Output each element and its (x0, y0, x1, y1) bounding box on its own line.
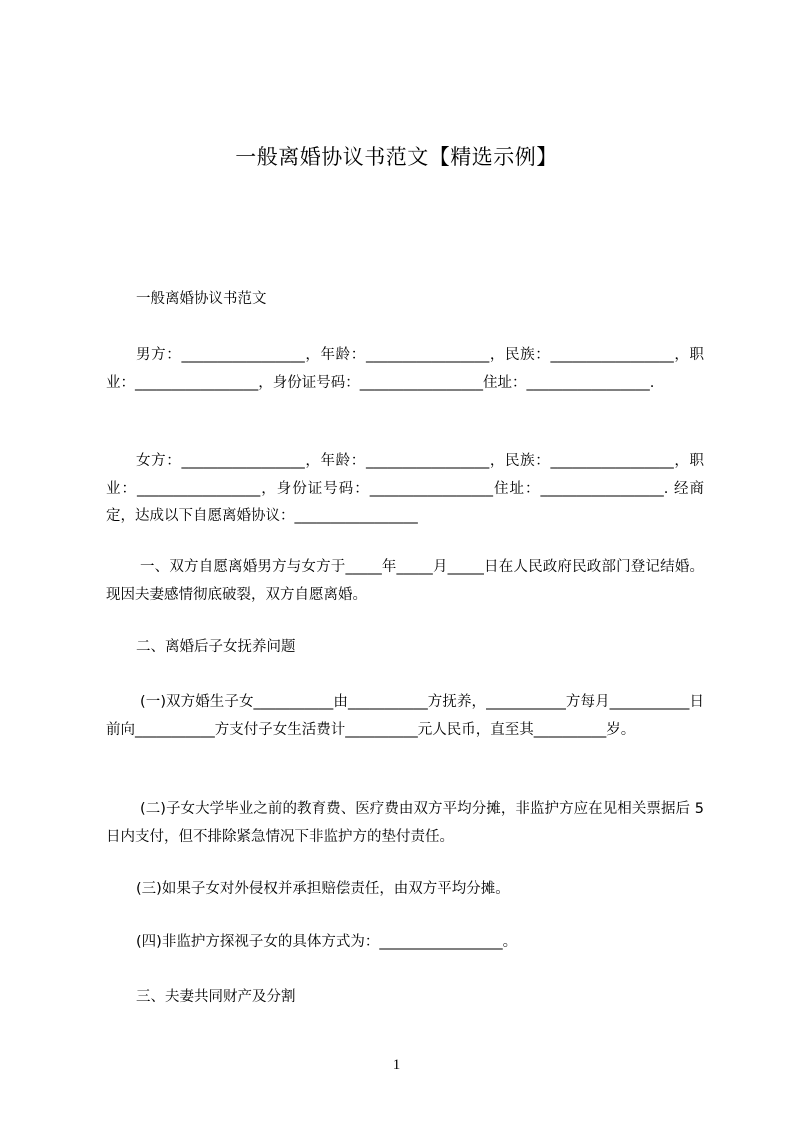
document-title: 一般离婚协议书范文【精选示例】 (235, 145, 558, 169)
page-number: 1 (392, 1057, 401, 1073)
clause-2-3-liability: (三)如果子女对外侵权并承担赔偿责任，由双方平均分摊。 (136, 881, 510, 897)
clause-2-2-expenses: (二)子女大学毕业之前的教育费、医疗费由双方平均分摊，非监护方应在见相关票据后 5 日内支付，但不排除紧急情况下非监护方的垫付责任。 (106, 801, 704, 845)
clause-3-heading: 三、夫妻共同财产及分割 (136, 989, 296, 1005)
section-heading: 一般离婚协议书范文 (136, 291, 267, 307)
party-female-info: 女方：_________________，年龄：_________________，民族：_________________，职业：_________________，身份证号码：_________________住址：_________________. 经商定，达成以下自愿离婚协议：_________________ (106, 453, 704, 524)
clause-2-1-custody: (一)双方婚生子女___________由___________方抚养，___________方每月___________日前向___________方支付子女生活费计__________元人民币，直至其__________岁。 (106, 694, 704, 738)
clause-2-4-visitation: (四)非监护方探视子女的具体方式为：_________________。 (136, 934, 518, 950)
clause-2-heading: 二、离婚后子女抚养问题 (136, 639, 296, 655)
clause-1-voluntary-divorce: 一、双方自愿离婚男方与女方于_____年_____月_____日在人民政府民政部门登记结婚。现因夫妻感情彻底破裂，双方自愿离婚。 (106, 559, 704, 603)
party-male-info: 男方：_________________，年龄：_________________，民族：_________________，职业：_________________，身份证号码：_________________住址：_________________. (106, 347, 704, 391)
